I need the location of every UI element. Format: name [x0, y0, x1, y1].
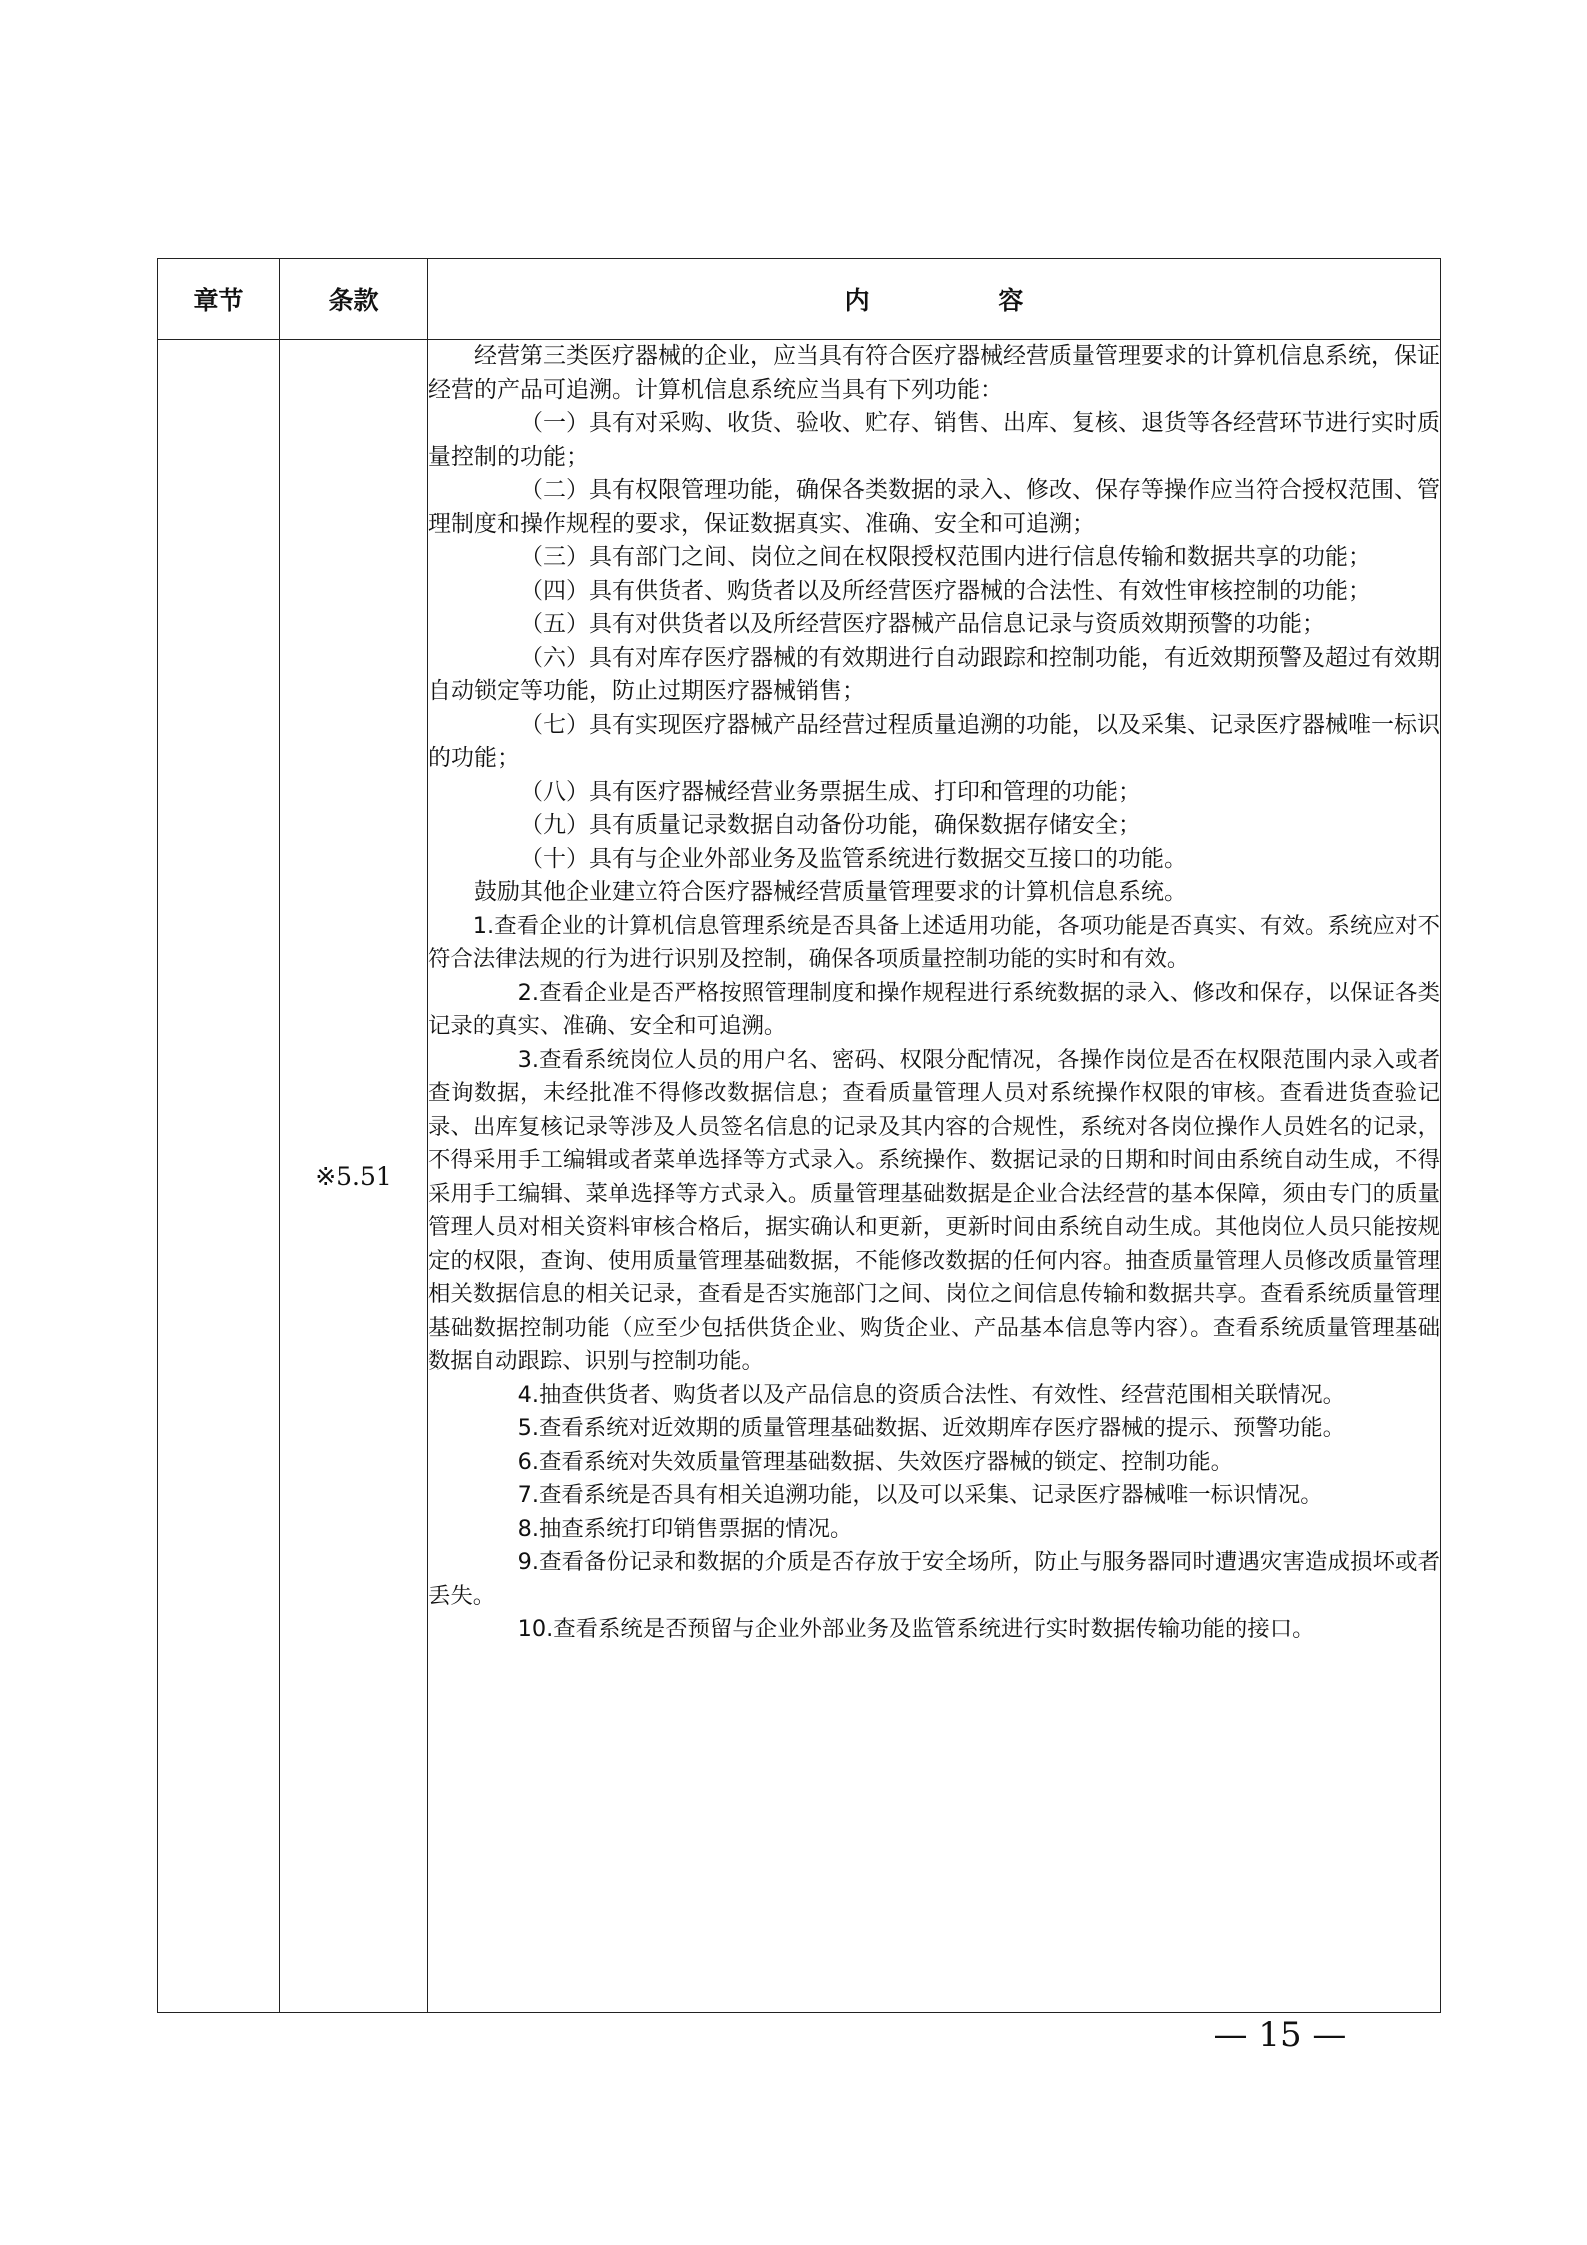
check-item: 9.查看备份记录和数据的介质是否存放于安全场所，防止与服务器同时遭遇灾害造成损坏或者丢失。: [428, 1549, 1440, 1609]
requirement-item: （六）具有对库存医疗器械的有效期进行自动跟踪和控制功能，有近效期预警及超过有效期自动锁定等功能，防止过期医疗器械销售；: [428, 644, 1440, 704]
clause-number: ※5.51: [280, 340, 428, 2013]
header-clause: 条款: [280, 259, 428, 340]
requirement-item: （八）具有医疗器械经营业务票据生成、打印和管理的功能；: [520, 778, 1141, 805]
check-item: 1.查看企业的计算机信息管理系统是否具备上述适用功能，各项功能是否真实、有效。系统应对不符合法律法规的行为进行识别及控制，确保各项质量控制功能的实时和有效。: [428, 912, 1440, 972]
chapter-cell: [158, 340, 280, 2013]
check-item: 4.抽查供货者、购货者以及产品信息的资质合法性、有效性、经营范围相关联情况。: [517, 1381, 1346, 1408]
table-header-row: [158, 259, 1441, 340]
requirement-item: （四）具有供货者、购货者以及所经营医疗器械的合法性、有效性审核控制的功能；: [520, 577, 1371, 604]
check-item: 10.查看系统是否预留与企业外部业务及监管系统进行实时数据传输功能的接口。: [517, 1616, 1315, 1642]
check-item: 6.查看系统对失效质量管理基础数据、失效医疗器械的锁定、控制功能。: [517, 1448, 1234, 1475]
check-item: 3.查看系统岗位人员的用户名、密码、权限分配情况，各操作岗位是否在权限范围内录入或者查询数据，未经批准不得修改数据信息；查看质量管理人员对系统操作权限的审核。查看进货查验记录、出库复核记录等涉及人员签名信息的记录及其内容的合规性，系统对各岗位操作人员姓名的记录，不得采用手工编辑或者菜单选择等方式录入。系统操作、数据记录的日期和时间由系统自动生成，不得采用手工编辑、菜单选择等方式录入。质量管理基础数据是企业合法经营的基本保障，须由专门的质量管理人员对相关资料审核合格后，据实确认和更新，更新时间由系统自动生成。其他岗位人员只能按规定的权限，查询、使用质量管理基础数据，不能修改数据的任何内容。抽查质量管理人员修改质量管理相关数据信息的相关记录，查看是否实施部门之间、岗位之间信息传输和数据共享。查看系统质量管理基础数据控制功能（应至少包括供货企业、购货企业、产品基本信息等内容）。查看系统质量管理基础数据自动跟踪、识别与控制功能。: [428, 1046, 1440, 1374]
requirement-item: （七）具有实现医疗器械产品经营过程质量追溯的功能，以及采集、记录医疗器械唯一标识的功能；: [428, 711, 1440, 771]
requirement-item: （三）具有部门之间、岗位之间在权限授权范围内进行信息传输和数据共享的功能；: [520, 544, 1371, 570]
requirement-item: （一）具有对采购、收货、验收、贮存、销售、出库、复核、退货等各经营环节进行实时质量控制的功能；: [428, 410, 1440, 470]
requirement-item: （五）具有对供货者以及所经营医疗器械产品信息记录与资质效期预警的功能；: [520, 611, 1325, 637]
check-item: 7.查看系统是否具有相关追溯功能，以及可以采集、记录医疗器械唯一标识情况。: [517, 1482, 1323, 1508]
header-content: [428, 259, 1441, 340]
content-cell: [428, 340, 1441, 2013]
check-item: 2.查看企业是否严格按照管理制度和操作规程进行系统数据的录入、修改和保存，以保证各类记录的真实、准确、安全和可追溯。: [428, 979, 1440, 1039]
requirement-item: （二）具有权限管理功能，确保各类数据的录入、修改、保存等操作应当符合授权范围、管理制度和操作规程的要求，保证数据真实、准确、安全和可追溯；: [428, 477, 1440, 537]
check-item: 5.查看系统对近效期的质量管理基础数据、近效期库存医疗器械的提示、预警功能。: [517, 1415, 1346, 1441]
requirement-intro: 经营第三类医疗器械的企业，应当具有符合医疗器械经营质量管理要求的计算机信息系统，保证经营的产品可追溯。计算机信息系统应当具有下列功能：: [428, 343, 1440, 403]
page-number: — 15 —: [1213, 2015, 1347, 2055]
requirement-item: （十）具有与企业外部业务及监管系统进行数据交互接口的功能。: [520, 845, 1187, 872]
regulation-table: [157, 258, 1441, 2013]
requirement-encourage: 鼓励其他企业建立符合医疗器械经营质量管理要求的计算机信息系统。: [474, 879, 1187, 905]
check-item: 8.抽查系统打印销售票据的情况。: [517, 1515, 853, 1542]
table-row: [158, 340, 1441, 2013]
header-content-label: 内 容: [844, 286, 1084, 315]
header-chapter: 章节: [158, 259, 280, 340]
requirement-item: （九）具有质量记录数据自动备份功能，确保数据存储安全；: [520, 812, 1141, 838]
